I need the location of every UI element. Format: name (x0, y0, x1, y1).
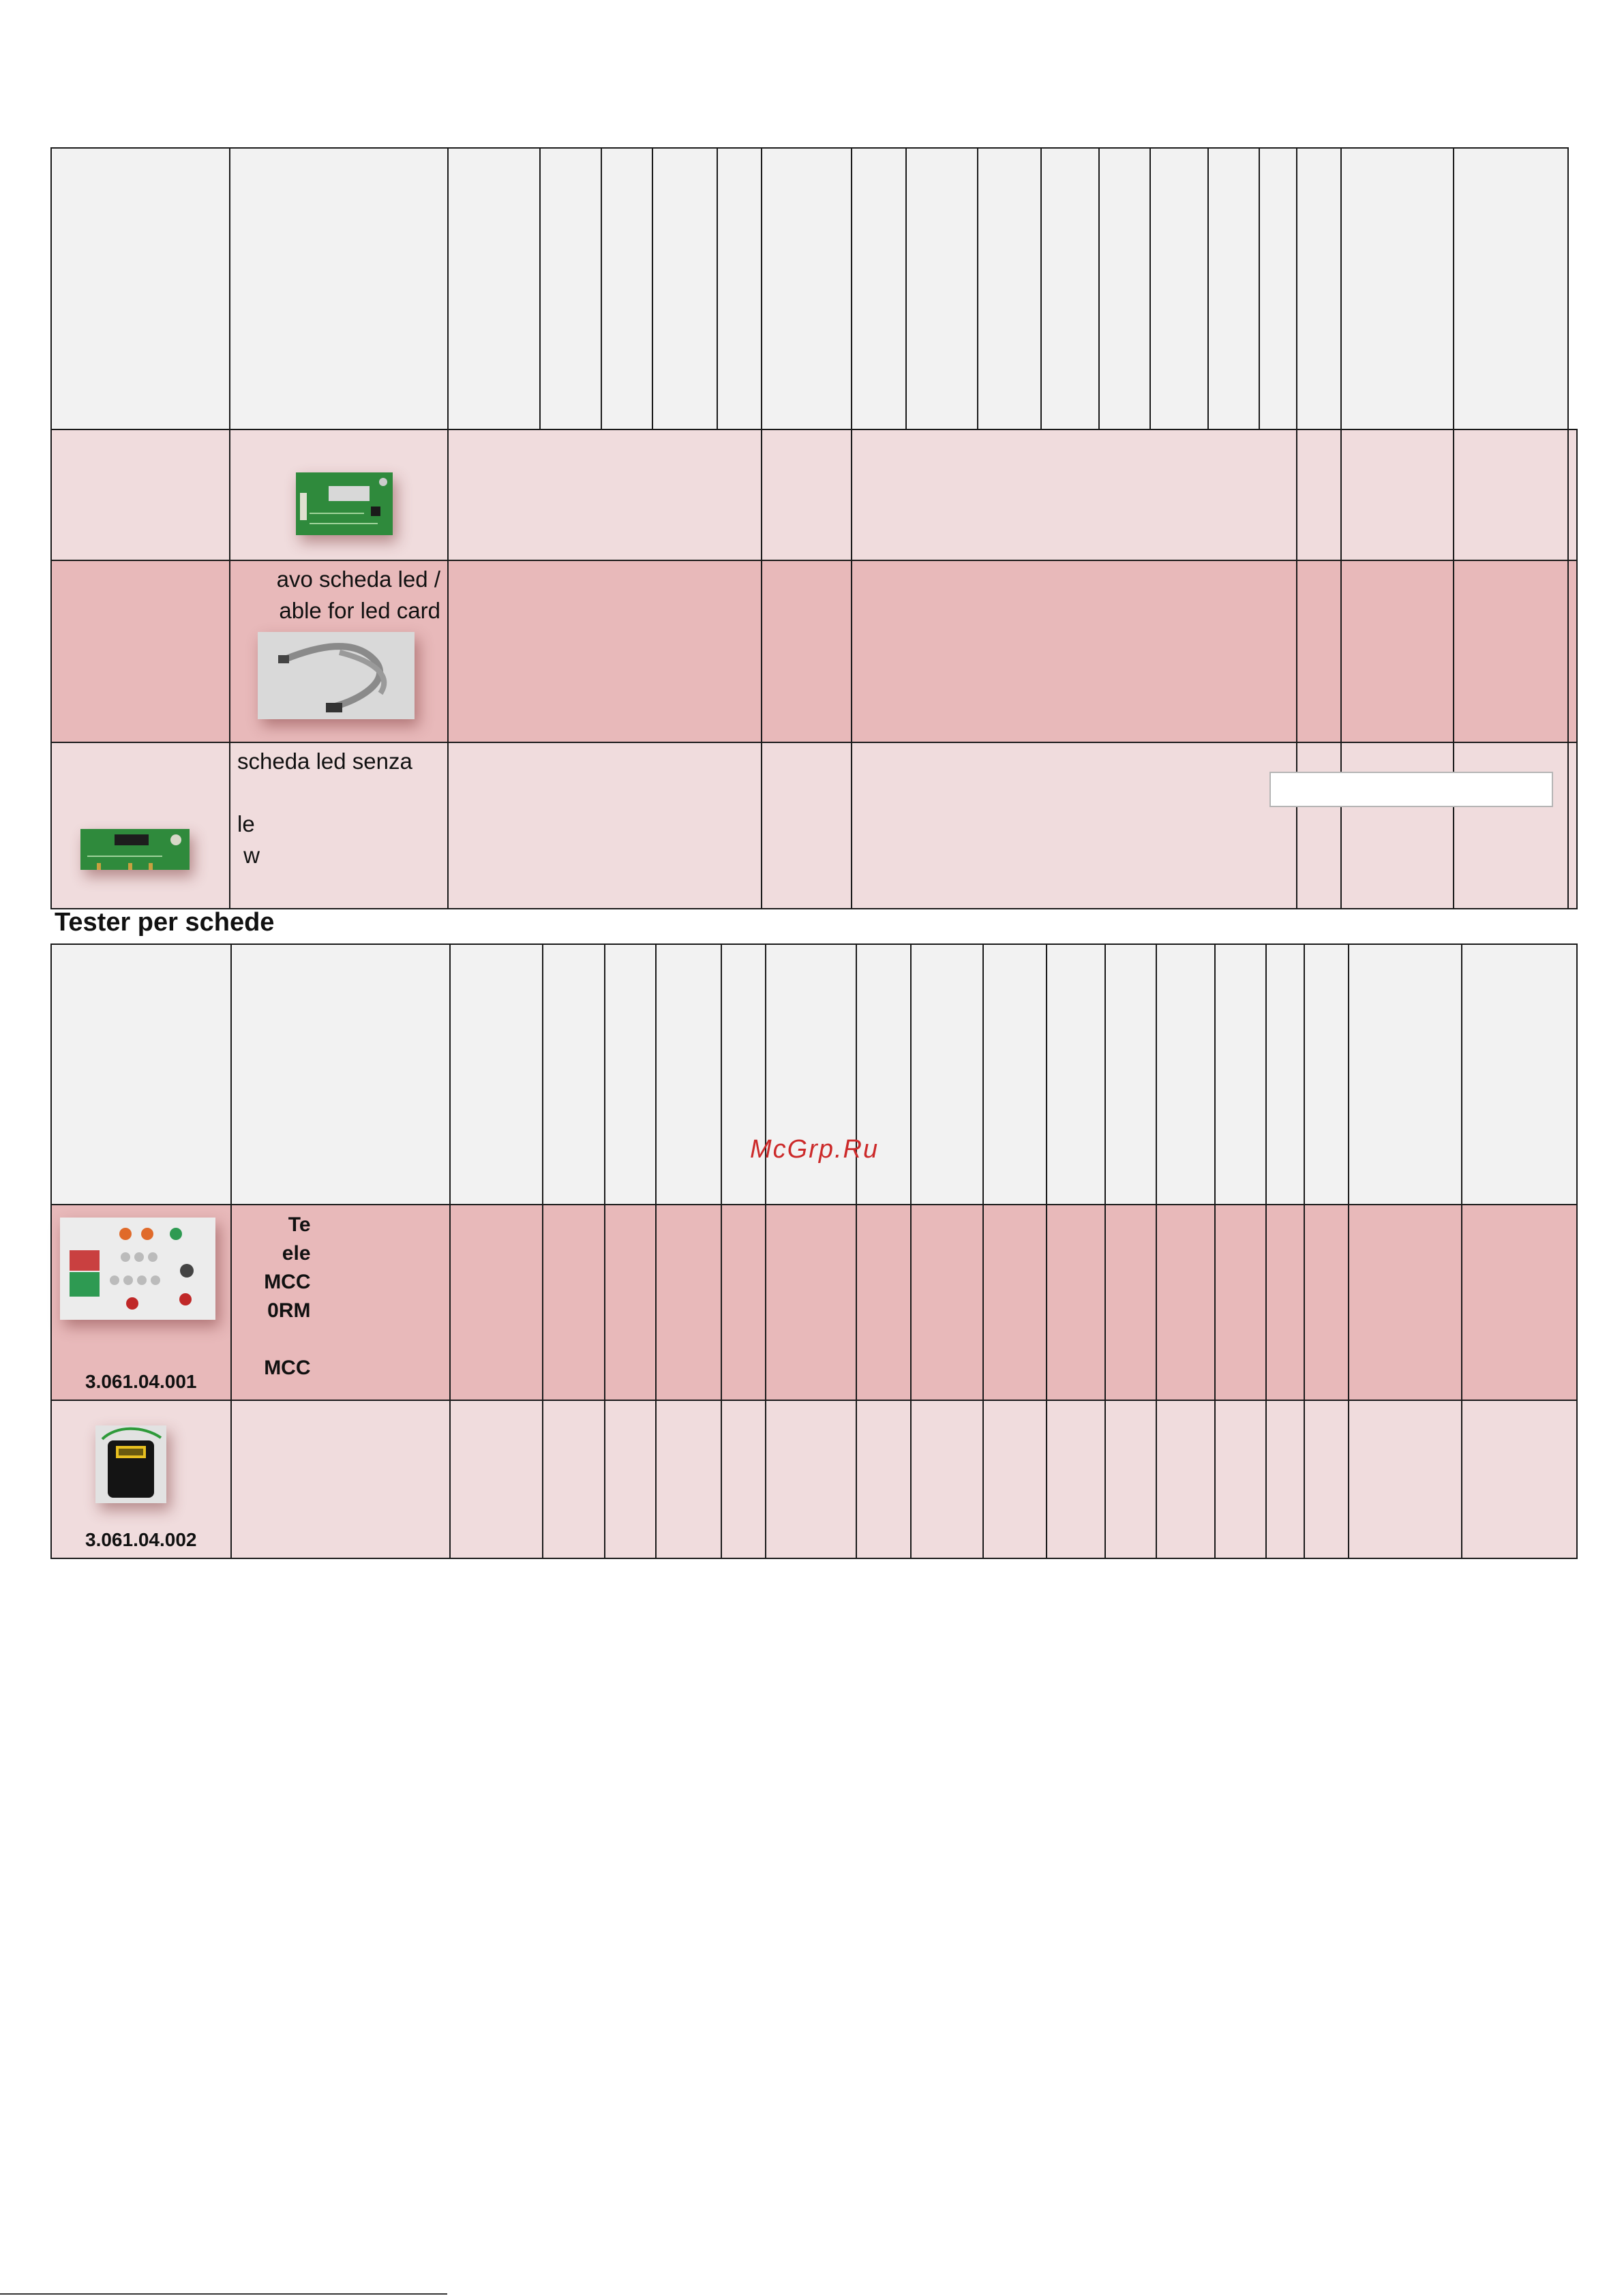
led-card-icon (296, 472, 393, 535)
part-code: 3.061.04.001 (85, 1371, 197, 1392)
table-row (51, 429, 1577, 560)
handheld-meter-icon (95, 1425, 166, 1503)
header-row (51, 944, 1577, 1205)
description: Te ele MCC 0RM MCC (264, 1213, 311, 1379)
header-row (51, 148, 1577, 429)
watermark: McGrp.Ru (750, 1135, 879, 1164)
table-row (51, 742, 1577, 909)
description: avo scheda led / able for led card (276, 567, 440, 623)
table-row (51, 560, 1577, 742)
led-card-icon (80, 829, 190, 870)
part-code: 3.061.04.002 (85, 1529, 197, 1550)
table-row (51, 1400, 1577, 1558)
description: scheda led senza le w (237, 749, 412, 868)
tester-panel-icon (60, 1218, 215, 1320)
ribbon-cable-icon (258, 632, 415, 719)
parts-table-testers (50, 943, 1578, 1559)
empty-field-box (1269, 772, 1553, 807)
table-row (51, 1205, 1577, 1400)
divider (0, 2293, 447, 2295)
section-title: Tester per schede (55, 908, 275, 937)
